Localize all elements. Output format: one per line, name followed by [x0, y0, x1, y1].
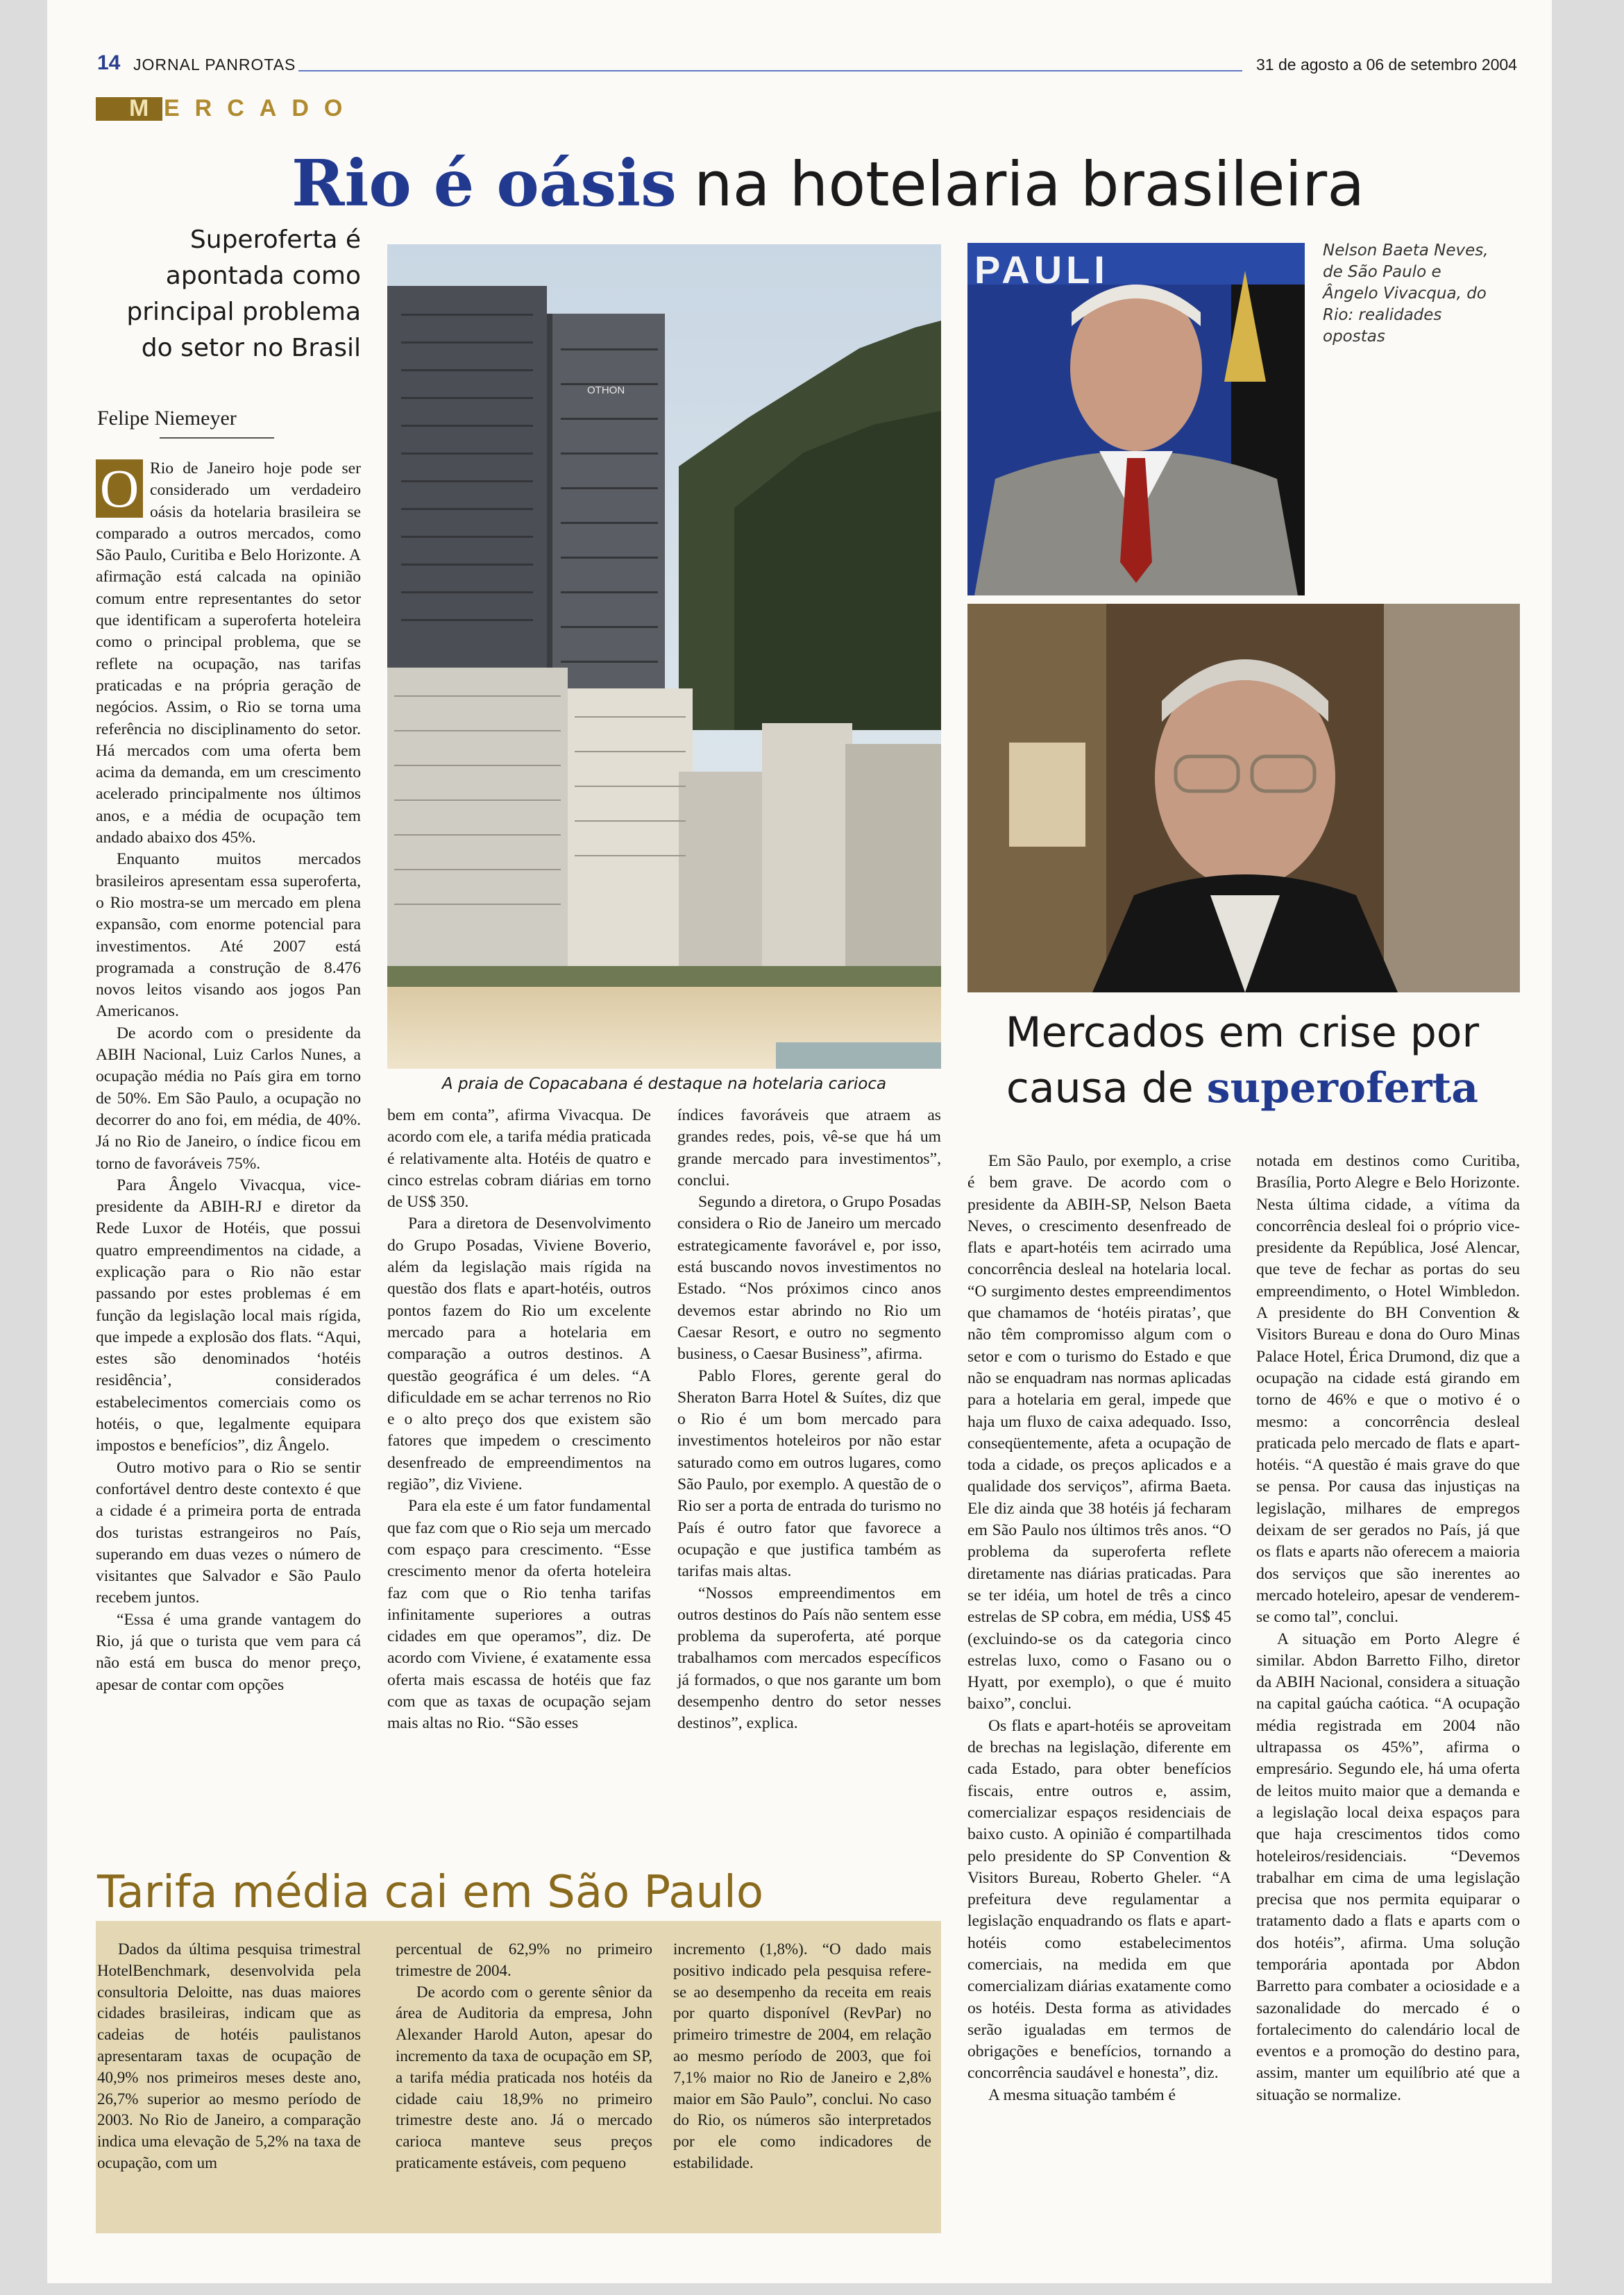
paragraph: “Nossos empreendimentos em outros destinos do País não sentem esse problema da superoferta, até porque trabalhamos com mercados específicos já formados, o que nos garante um bom desempenho dentro do setor nesses destinos”, explica. — [677, 1584, 941, 1733]
paragraph: Rio de Janeiro hoje pode ser considerado um verdadeiro oásis da hotelaria brasileira se comparado a outros mercados, como São Paulo, Curitiba e Belo Horizonte. A afirmação está calcada na opinião comum entre representantes do setor que identificam a superoferta hoteleira como o principal problema, que se reflete na ocupação, nas tarifas praticadas e na própria geração de negócios. Assim, o Rio se torna uma referência no disciplinamento do setor. Há mercados com uma oferta bem acima da demanda, em um crescimento acelerado principalmente nos últimos anos, e a média de ocupação tem andado abaixo dos 45%. — [96, 459, 361, 847]
box-column-1 — [97, 1939, 361, 2174]
paragraph: A mesma situação também é — [988, 2085, 1176, 2104]
copacabana-illustration — [387, 244, 941, 1069]
second-article-column-1 — [967, 1151, 1231, 2106]
byline: Felipe Niemeyer — [97, 407, 237, 430]
second-headline-line1: Mercados em crise por — [1005, 1008, 1480, 1057]
second-headline-prefix: causa de — [1006, 1064, 1194, 1112]
portrait-angelo-vivacqua — [967, 604, 1520, 992]
portrait-2-illustration — [967, 604, 1520, 992]
second-article-column-2 — [1256, 1151, 1520, 2106]
paragraph: índices favoráveis que atraem as grandes redes, pois, vê-se que há um grande mercado para investimentos”, conclui. — [677, 1106, 941, 1189]
paragraph: Os flats e apart-hotéis se aproveitam de brechas na legislação, diferente em cada Estado, para obter benefícios fiscais, entre outros e, assim, comercializar espaços residenciais de baixo custo. A opinião é compartilhada pelo presidente do SP Convention & Visitors Bureau, Roberto Gheler. “A prefeitura deve regulamentar a legislação enquadrando os flats e apart-hotéis como estabelecimentos comerciais, na medida em que comercializam diárias exatamente como os hotéis. Desta forma as atividades serão igualadas em termos de obrigações e benefícios, tornando a concorrência saudável e honesta”, diz. — [967, 1716, 1231, 2083]
issue-date: 31 de agosto a 06 de setembro 2004 — [1256, 56, 1517, 74]
portrait-sign: PAULI — [974, 248, 1109, 291]
paragraph: De acordo com o gerente sênior da área de Auditoria da empresa, John Alexander Harold Auton, apesar do incremento da taxa de ocupação em SP, a tarifa média praticada nos hotéis da cidade caiu 18,9% no primeiro trimestre deste ano. Já o mercado carioca manteve seus preços praticamente estáveis, com pequeno — [396, 1983, 652, 2171]
paragraph: percentual de 62,9% no primeiro trimestre de 2004. — [396, 1940, 652, 1979]
paragraph: Para a diretora de Desenvolvimento do Grupo Posadas, Viviene Boverio, além da legislação mais rígida na questão dos flats e apart-hotéis, outros pontos fazem do Rio um excelente mercado para a hotelaria em comparação a outros destinos. A questão geográfica é um deles. “A dificuldade em se achar terrenos no Rio e o alto preço dos que existem são fatores que impedem o crescimento desenfreado de empreendimentos na região”, diz Viviene. — [387, 1214, 651, 1494]
paragraph: Dados da última pesquisa trimestral HotelBenchmark, desenvolvida pela consultoria Deloitte, nas duas maiores cidades brasileiras, indicam que as cadeias de hotéis paulistanos apresentaram taxas de ocupação de 40,9% nos primeiros meses deste ano, 26,7% superior ao mesmo período de 2003. No Rio de Janeiro, a comparação indica uma elevação de 5,2% na taxa de ocupação, com um — [97, 1940, 361, 2171]
drop-cap: O — [96, 459, 143, 518]
article-column-3 — [677, 1105, 941, 1735]
paragraph: Outro motivo para o Rio se sentir confortável dentro deste contexto é que a cidade é a primeira porta de entrada dos turistas estrangeiros no País, superando em duas vezes o número de visitantes que Salvador e São Paulo recebem juntos. — [96, 1458, 361, 1607]
article-column-2 — [387, 1105, 651, 1735]
second-headline — [958, 1005, 1527, 1116]
box-title: Tarifa média cai em São Paulo — [97, 1867, 763, 1918]
paragraph: Pablo Flores, gerente geral do Sheraton Barra Hotel & Suítes, diz que o Rio é um bom mercado para investimentos hoteleiros por não estar saturado como em outros lugares, como São Paulo, por exemplo. A questão de o Rio ser a porta de entrada do turismo no País é outro fator que favorece a ocupação e que justifica também as tarifas mais altas. — [677, 1366, 941, 1581]
portraits-caption: Nelson Baeta Neves, de São Paulo e Ângelo Vivacqua, do Rio: realidades opostas — [1323, 242, 1489, 346]
paragraph: Para Ângelo Vivacqua, vice-presidente da ABIH-RJ e diretor da Rede Luxor de Hotéis, que possui quatro empreendimentos na cidade, a explicação para o Rio não estar passando por estes problemas é em função da legislação local mais rígida, que impede a explosão dos flats. “Aqui, estes são denominados ‘hotéis residência’, considerados estabelecimentos comerciais como os hotéis, o que, legalmente equipara impostos e benefícios”, diz Ângelo. — [96, 1176, 361, 1455]
copacabana-photo — [387, 244, 941, 1069]
paragraph: bem em conta”, afirma Vivacqua. De acordo com ele, a tarifa média praticada é relativamente alta. Hotéis de quatro e cinco estrelas cobram diárias em torno de US$ 350. — [387, 1106, 651, 1212]
article-column-1 — [96, 458, 361, 1696]
box-column-2 — [396, 1939, 652, 2174]
paragraph: A situação em Porto Alegre é similar. Abdon Barretto Filho, diretor da ABIH Nacional, considera a situação na capital gaúcha caótica. “A ocupação média registrada em 2004 não ultrapassa os 45%”, afirma o empresário. Segundo ele, há uma oferta de leitos muito maior que a demanda e a legislação local deixa espaços para que haja crescimentos tidos como hoteleiros/residenciais. “Devemos trabalhar em cima de uma legislação precisa que nos permita equiparar o tratamento dado a flats e aparts com o dos hotéis”, afirma. Uma solução temporária apontada por Abdon Barretto para combater a ociosidade e a sazonalidade do mercado é o fortalecimento do calendário local de eventos e a promoção do destino para, assim, manter um equilíbrio até que a situação se normalize. — [1256, 1629, 1520, 2104]
paragraph: notada em destinos como Curitiba, Brasília, Porto Alegre e Belo Horizonte. Nesta última cidade, a vítima da concorrência desleal foi o próprio vice-presidente da República, José Alencar, que teve de fechar as portas do seu empreendimento, o Hotel Wimbledon. A presidente do BH Convention & Visitors Bureau e dona do Ouro Minas Palace Hotel, Érica Drumond, diz que a ocupação na cidade está girando em torno de 46% e que o motivo é o mesmo: a concorrência desleal praticada pelo mercado de flats e apart-hotéis. “A questão é mais grave do que se pensa. Por causa das injustiças na legislação, milhares de empregos deixam de ser gerados no País, já que os flats e aparts não oferecem a maioria dos serviços que são inerentes ao mercado hoteleiro, apesar de venderem-se como tal”, conclui. — [1256, 1152, 1520, 1627]
section-initial: M — [129, 95, 149, 121]
paragraph: Segundo a diretora, o Grupo Posadas considera o Rio de Janeiro um mercado estrategicamente favorável e, por isso, está buscando novos investimentos no Estado. “Nos próximos cinco anos devemos estar abrindo no Rio um Caesar Resort, e outro no segmento business, o Caesar Business”, afirma. — [677, 1193, 941, 1364]
portrait-1-illustration — [967, 243, 1305, 595]
paragraph: Para ela este é um fator fundamental que faz com que o Rio seja um mercado com espaço para crescimento. “Esse crescimento menor da oferta hoteleira faz com que o Rio tenha tarifas infinitamente superiores a outras cidades em que operamos”, diz. De acordo com Viviene, é exatamente essa oferta mais escassa de hotéis que faz com que as taxas de ocupação sejam mais altas no Rio. “São esses — [387, 1497, 651, 1733]
paragraph: Em São Paulo, por exemplo, a crise é bem grave. De acordo com o presidente da ABIH-SP, Nelson Baeta Neves, o crescimento desenfreado de flats e apart-hotéis tem acirrado uma concorrência desleal na hotelaria local. “O surgimento destes empreendimentos que chamamos de ‘hotéis piratas’, que não têm compromisso algum com o setor e com o turismo do Estado e que não se enquadram nas normas aplicadas para a hotelaria em geral, impede que haja um fluxo de caixa adequado. Isso, conseqüentemente, afeta a ocupação de toda a cidade, os preços aplicados e a qualidade dos serviços”, afirma Baeta. Ele diz ainda que 38 hotéis já fecharam em São Paulo nos últimos três anos. “O problema da superoferta reflete diretamente nas diárias praticadas. Para se ter idéia, um hotel de três a cinco estrelas de SP cobra, em média, US$ 45 (excluindo-se os da categoria cinco estrelas luxo, como o Fasano ou o Hyatt, por exemplo), o que é muito baixo”, conclui. — [967, 1152, 1231, 1713]
second-headline-line2 — [958, 1060, 1527, 1116]
paper-name: JORNAL PANROTAS — [133, 56, 296, 74]
photo-caption: A praia de Copacabana é destaque na hotelaria carioca — [441, 1075, 887, 1093]
paragraph: Enquanto muitos mercados brasileiros apresentam essa superoferta, o Rio mostra-se um mercado em plena expansão, com enorme potencial para investimentos. Até 2007 está programada a construção de 8.476 novos leitos visando aos jogos Pan Americanos. — [96, 850, 361, 1021]
box-column-3 — [673, 1939, 931, 2174]
portrait-nelson-baeta-neves — [967, 243, 1305, 595]
byline-rule — [160, 437, 274, 439]
headline-rest: na hotelaria brasileira — [693, 149, 1365, 220]
headline-highlight: Rio é oásis — [291, 146, 677, 221]
subhead: Superoferta é apontada como principal problema do setor no Brasil — [126, 226, 361, 362]
second-headline-highlight: superoferta — [1206, 1064, 1479, 1112]
section-label: ERCADO — [164, 95, 358, 121]
page-number: 14 — [97, 51, 121, 74]
paragraph: incremento (1,8%). “O dado mais positivo indicado pela pesquisa refere-se ao desempenho da receita em reais por quarto disponível (RevPar) no primeiro trimestre de 2004, em relação ao mesmo período de 2003, que foi 7,1% maior no Rio de Janeiro e 2,8% maior em São Paulo”, conclui. No caso do Rio, os números são interpretados por ele como indicadores de estabilidade. — [673, 1940, 931, 2171]
hotel-sign: OTHON — [587, 384, 625, 396]
paragraph: “Essa é uma grande vantagem do Rio, já que o turista que vem para cá não está em busca do menor preço, apesar de contar com opções — [96, 1610, 361, 1694]
header-rule — [298, 70, 1242, 71]
headline — [291, 144, 1364, 223]
paragraph: De acordo com o presidente da ABIH Nacional, Luiz Carlos Nunes, a ocupação média no País gira em torno de 50%. Em São Paulo, a ocupação no decorrer do ano foi, em média, de 40%. Já no Rio de Janeiro, o índice ficou em torno de favoráveis 75%. — [96, 1024, 361, 1173]
